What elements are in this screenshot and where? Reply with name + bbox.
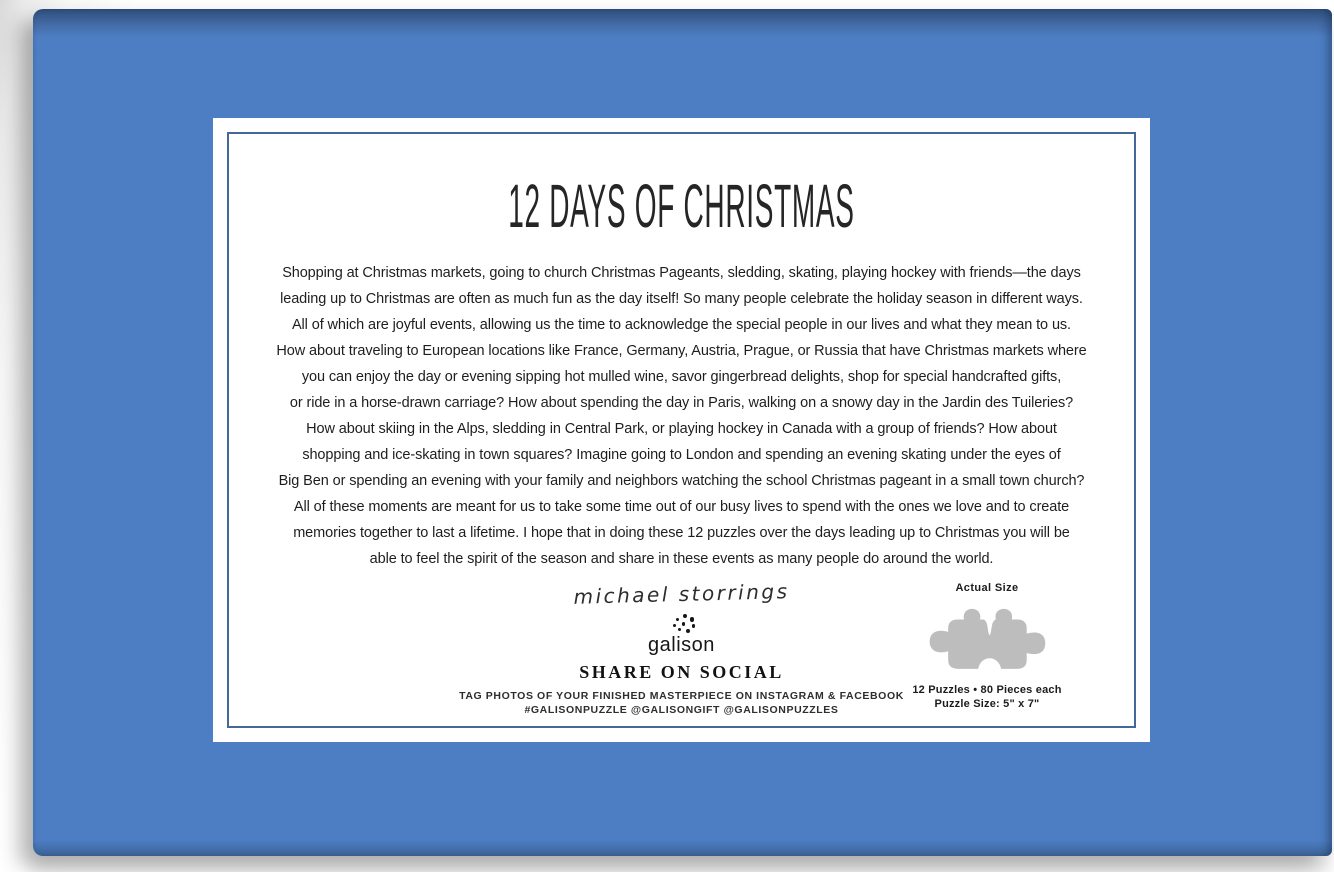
description-line: How about skiing in the Alps, sledding in Central Park, or playing hockey in Canada with a group of friends? How about: [306, 421, 1057, 437]
puzzle-size-line: Puzzle Size: 5" x 7": [934, 698, 1040, 710]
description-line: All of which are joyful events, allowing us the time to acknowledge the special people in our lives and what they mean to us.: [291, 317, 1071, 333]
puzzle-piece-icon: [927, 598, 1047, 678]
description-line: shopping and ice-skating in town squares? Imagine going to London and spending an evening skating under the eyes of: [302, 447, 1061, 463]
description-line: you can enjoy the day or evening sipping hot mulled wine, savor gingerbread delights, shop for special handcrafted gifts,: [301, 369, 1062, 385]
share-on-social-heading: SHARE ON SOCIAL: [579, 662, 784, 682]
description-line: Shopping at Christmas markets, going to church Christmas Pageants, sledding, skating, playing hockey with friends—the days: [282, 265, 1081, 281]
title-wrap: [229, 174, 1134, 246]
description-line: or ride in a horse-drawn carriage? How about spending the day in Paris, walking on a snowy day in the Jardin des Tuileries?: [289, 395, 1074, 411]
description-line: leading up to Christmas are often as much fun as the day itself! So many people celebrate the holiday season in different ways.: [280, 291, 1083, 307]
social-handles-line: #GALISONPUZZLE @GALISONGIFT @GALISONPUZZLES: [524, 704, 839, 716]
puzzle-title: 12 DAYS OF CHRISTMAS: [508, 174, 855, 241]
artist-signature: michael storrings: [573, 579, 790, 609]
puzzle-count-line: 12 Puzzles • 80 Pieces each: [912, 684, 1062, 696]
panel-border-frame: [227, 132, 1136, 728]
info-panel: [213, 118, 1150, 742]
description-paragraph: [229, 260, 1134, 572]
galison-logo-text: galison: [648, 634, 715, 656]
actual-size-caption: Actual Size: [955, 582, 1019, 594]
description-line: How about traveling to European locations like France, Germany, Austria, Prague, or Russia that have Christmas markets where: [276, 343, 1087, 359]
actual-size-block: [892, 582, 1082, 711]
description-line: able to feel the spirit of the season and share in these events as many people do around the world.: [369, 551, 994, 567]
description-line: Big Ben or spending an evening with your family and neighbors watching the school Christmas pageant in a small town church?: [278, 473, 1085, 489]
description-line: memories together to last a lifetime. I hope that in doing these 12 puzzles over the days leading up to Christmas you will be: [293, 525, 1070, 541]
description-line: All of these moments are meant for us to take some time out of our busy lives to spend with the ones we love and to create: [293, 499, 1070, 515]
tag-photos-line: TAG PHOTOS OF YOUR FINISHED MASTERPIECE ON INSTAGRAM & FACEBOOK: [459, 690, 904, 702]
puzzle-box-back: [33, 9, 1332, 856]
galison-dots-icon: [673, 614, 699, 633]
